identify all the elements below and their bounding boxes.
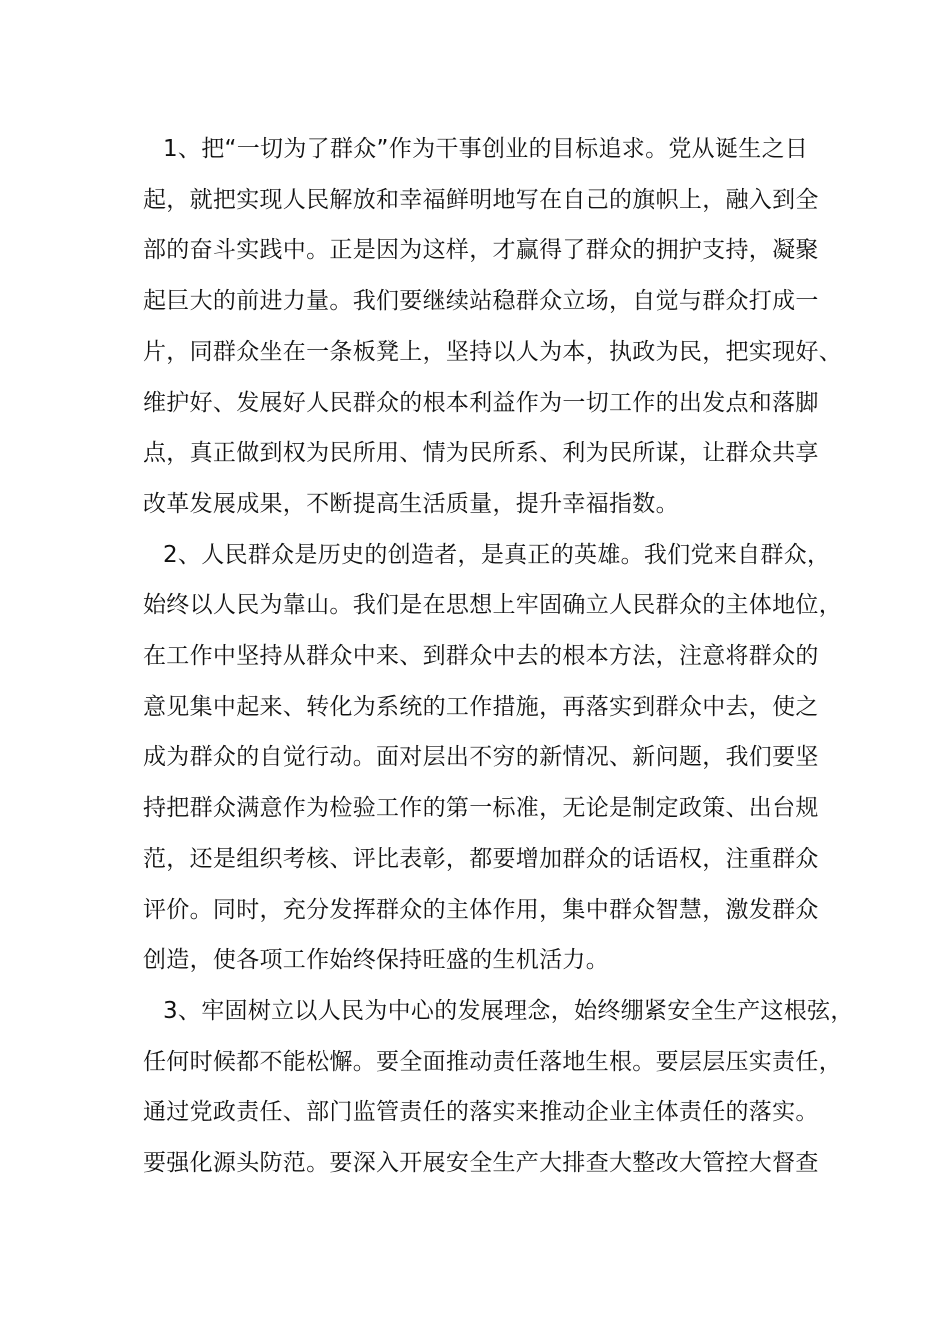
text-line: 起巨大的前进力量。我们要继续站稳群众立场，自觉与群众打成一 — [143, 288, 819, 315]
text-line: 通过党政责任、部门监管责任的落实来推动企业主体责任的落实。 — [143, 1099, 819, 1126]
paragraph-3 — [143, 986, 854, 1189]
text-line: 在工作中坚持从群众中来、到群众中去的根本方法，注意将群众的 — [143, 643, 819, 670]
text-line: 1、把“一切为了群众”作为干事创业的目标追求。党从诞生之日 — [163, 136, 809, 162]
text-line: 评价。同时，充分发挥群众的主体作用，集中群众智慧，激发群众 — [143, 896, 819, 923]
text-line: 3、牢固树立以人民为中心的发展理念，始终绷紧安全生产这根弦， — [163, 997, 854, 1024]
text-line: 起，就把实现人民解放和幸福鲜明地写在自己的旗帜上，融入到全 — [143, 186, 819, 213]
text-line: 范，还是组织考核、评比表彰，都要增加群众的话语权，注重群众 — [143, 845, 819, 872]
text-line: 任何时候都不能松懈。要全面推动责任落地生根。要层层压实责任， — [143, 1048, 842, 1075]
text-line: 创造，使各项工作始终保持旺盛的生机活力。 — [143, 947, 609, 974]
text-line: 要强化源头防范。要深入开展安全生产大排查大整改大管控大督查 — [143, 1150, 819, 1177]
text-line: 2、人民群众是历史的创造者，是真正的英雄。我们党来自群众， — [163, 541, 831, 568]
text-line: 片，同群众坐在一条板凳上，坚持以人为本，执政为民，把实现好、 — [143, 338, 842, 365]
document-body — [143, 124, 854, 1189]
text-line: 部的奋斗实践中。正是因为这样，才赢得了群众的拥护支持，凝聚 — [143, 237, 819, 264]
text-line: 成为群众的自觉行动。面对层出不穷的新情况、新问题，我们要坚 — [143, 744, 819, 771]
text-line: 改革发展成果，不断提高生活质量，提升幸福指数。 — [143, 490, 679, 517]
text-line: 维护好、发展好人民群众的根本利益作为一切工作的出发点和落脚 — [143, 389, 819, 416]
paragraph-1 — [143, 124, 842, 530]
text-line: 意见集中起来、转化为系统的工作措施，再落实到群众中去，使之 — [143, 693, 819, 720]
text-line: 始终以人民为靠山。我们是在思想上牢固确立人民群众的主体地位， — [143, 592, 842, 619]
text-line: 点，真正做到权为民所用、情为民所系、利为民所谋，让群众共享 — [143, 440, 819, 467]
text-line: 持把群众满意作为检验工作的第一标准，无论是制定政策、出台规 — [143, 795, 819, 822]
paragraph-2 — [143, 530, 842, 986]
